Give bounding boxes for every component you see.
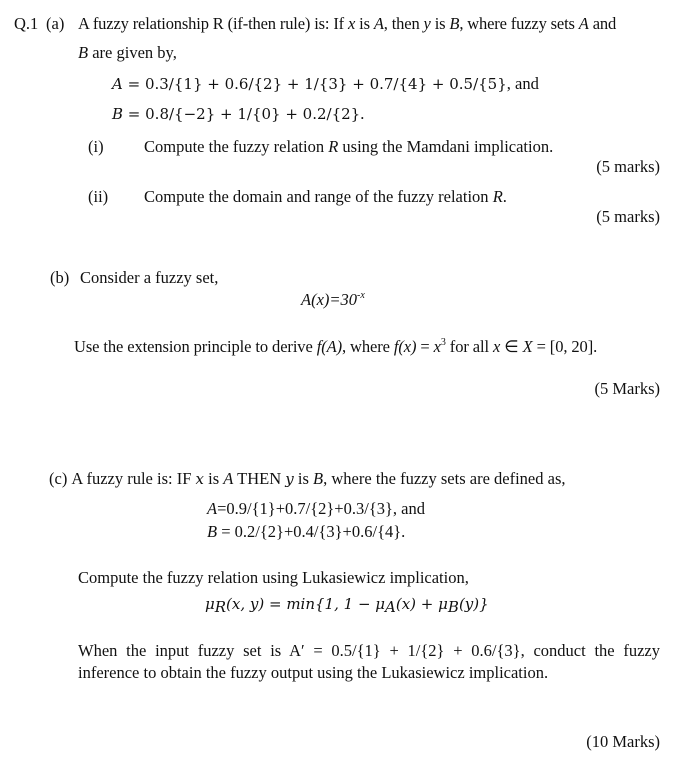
set-b-equation: = 0.8/{−2} + 1/{0} + 0.2/{2} <box>123 105 361 123</box>
f-of-x: f(x) <box>393 337 417 356</box>
part-a-intro-line1 <box>78 14 616 34</box>
set-b-name: B <box>207 522 218 541</box>
part-a-intro-text: A fuzzy relationship R (if-then rule) is: If <box>78 14 349 33</box>
subpart-i-text-part: using the Mamdani implication. <box>338 137 554 156</box>
set-a-name: A <box>207 499 218 518</box>
subpart-ii-marks: (5 marks) <box>596 207 660 226</box>
set-b-ref: B <box>78 43 89 62</box>
set-a-equation: =0.9/{1}+0.7/{2}+0.3/{3}, and <box>217 499 425 518</box>
part-b-marks: (5 Marks) <box>594 379 660 398</box>
formula-text: (x) + <box>395 595 439 613</box>
set-b-name: B <box>112 105 124 123</box>
mu-symbol: μ <box>438 595 448 613</box>
part-b-text: , where <box>341 337 394 356</box>
part-b-extension-text <box>74 337 597 357</box>
part-c-compute-text: Compute the fuzzy relation using Lukasiewicz implication, <box>78 568 469 587</box>
part-a-intro-text: , then <box>383 14 424 33</box>
inference-line-1: When the input fuzzy set is A′ = 0.5/{1} + 1/{2} + 0.6/{3}, conduct the fuzzy <box>78 641 660 660</box>
set-b-tail: . <box>360 104 365 123</box>
part-a-intro-text: , where fuzzy sets <box>459 14 579 33</box>
part-c-text: is <box>203 469 224 488</box>
var-x: x <box>433 337 441 356</box>
part-b-text: Use the extension principle to derive <box>74 337 317 356</box>
var-x: x <box>348 14 356 33</box>
part-a-intro-text: are given by, <box>88 43 177 62</box>
formula-base: A(x)=30 <box>301 290 358 309</box>
set-a-tail: , and <box>506 74 539 93</box>
subscript-b: B <box>447 598 459 616</box>
part-c-text: THEN <box>233 469 286 488</box>
set-a-equation: = 0.3/{1} + 0.6/{2} + 1/{3} + 0.7/{4} + 0.5/{5} <box>122 75 507 93</box>
part-b-formula <box>301 290 365 310</box>
subpart-i-text <box>144 137 553 157</box>
formula-text: (y)} <box>458 595 489 613</box>
part-b-text: ∈ <box>500 337 523 356</box>
relation-r-ref: R <box>328 137 339 156</box>
set-b-ref: B <box>313 469 324 488</box>
set-b-definition <box>112 104 364 124</box>
set-a-ref: A <box>578 14 589 33</box>
part-c-intro <box>49 469 565 489</box>
formula-text: (x, y) = min{1, 1 − <box>226 595 376 613</box>
inference-line-2: inference to obtain the fuzzy output using the Lukasiewicz implication. <box>78 663 549 682</box>
lukasiewicz-formula <box>205 594 489 614</box>
part-b-label: (b) <box>50 268 70 287</box>
f-of-a: f(A) <box>316 337 342 356</box>
subpart-ii-label: (ii) <box>88 187 109 206</box>
part-c-text: A fuzzy rule is: IF <box>71 469 196 488</box>
part-a-intro-text: and <box>588 14 617 33</box>
part-c-text: , where the fuzzy sets are defined as, <box>323 469 566 488</box>
mu-symbol: μ <box>205 595 215 613</box>
part-b-text: = [0, 20]. <box>532 337 598 356</box>
set-a-definition <box>112 74 539 94</box>
var-x: x <box>195 470 204 488</box>
var-y: y <box>423 14 431 33</box>
part-c-text: is <box>293 469 314 488</box>
exponent: 3 <box>440 337 446 348</box>
part-a-label: (a) <box>46 14 65 33</box>
subpart-i-text-part: Compute the fuzzy relation <box>144 137 329 156</box>
subpart-ii-text <box>144 187 507 207</box>
question-number: Q.1 <box>14 14 39 33</box>
part-c-set-a <box>207 499 425 519</box>
universe-x: X <box>522 337 533 356</box>
part-c-label: (c) <box>49 469 68 488</box>
part-a-intro-text: is <box>430 14 450 33</box>
subscript-a: A <box>385 598 396 616</box>
set-b-equation: = 0.2/{2}+0.4/{3}+0.6/{4}. <box>217 522 406 541</box>
set-a-name: A <box>112 75 123 93</box>
part-c-set-b <box>207 522 405 542</box>
part-c-marks: (10 Marks) <box>586 732 660 751</box>
mu-symbol: μ <box>375 595 386 613</box>
part-b-text: = <box>416 337 434 356</box>
var-x: x <box>493 337 501 356</box>
subpart-ii-text-part: . <box>502 187 507 206</box>
set-a-ref: A <box>223 469 234 488</box>
formula-exponent: -x <box>357 290 365 301</box>
subscript-r: R <box>214 598 227 616</box>
subpart-i-marks: (5 marks) <box>596 157 660 176</box>
var-y: y <box>285 470 294 488</box>
part-a-intro-text: is <box>355 14 374 33</box>
set-a-ref: A <box>373 14 384 33</box>
set-b-ref: B <box>449 14 460 33</box>
relation-r-ref: R <box>492 187 503 206</box>
part-a-intro-line2 <box>78 43 177 63</box>
subpart-i-label: (i) <box>88 137 104 156</box>
subpart-ii-text-part: Compute the domain and range of the fuzzy relation <box>144 187 493 206</box>
part-b-intro: Consider a fuzzy set, <box>80 268 219 287</box>
part-b-text: for all <box>445 337 493 356</box>
